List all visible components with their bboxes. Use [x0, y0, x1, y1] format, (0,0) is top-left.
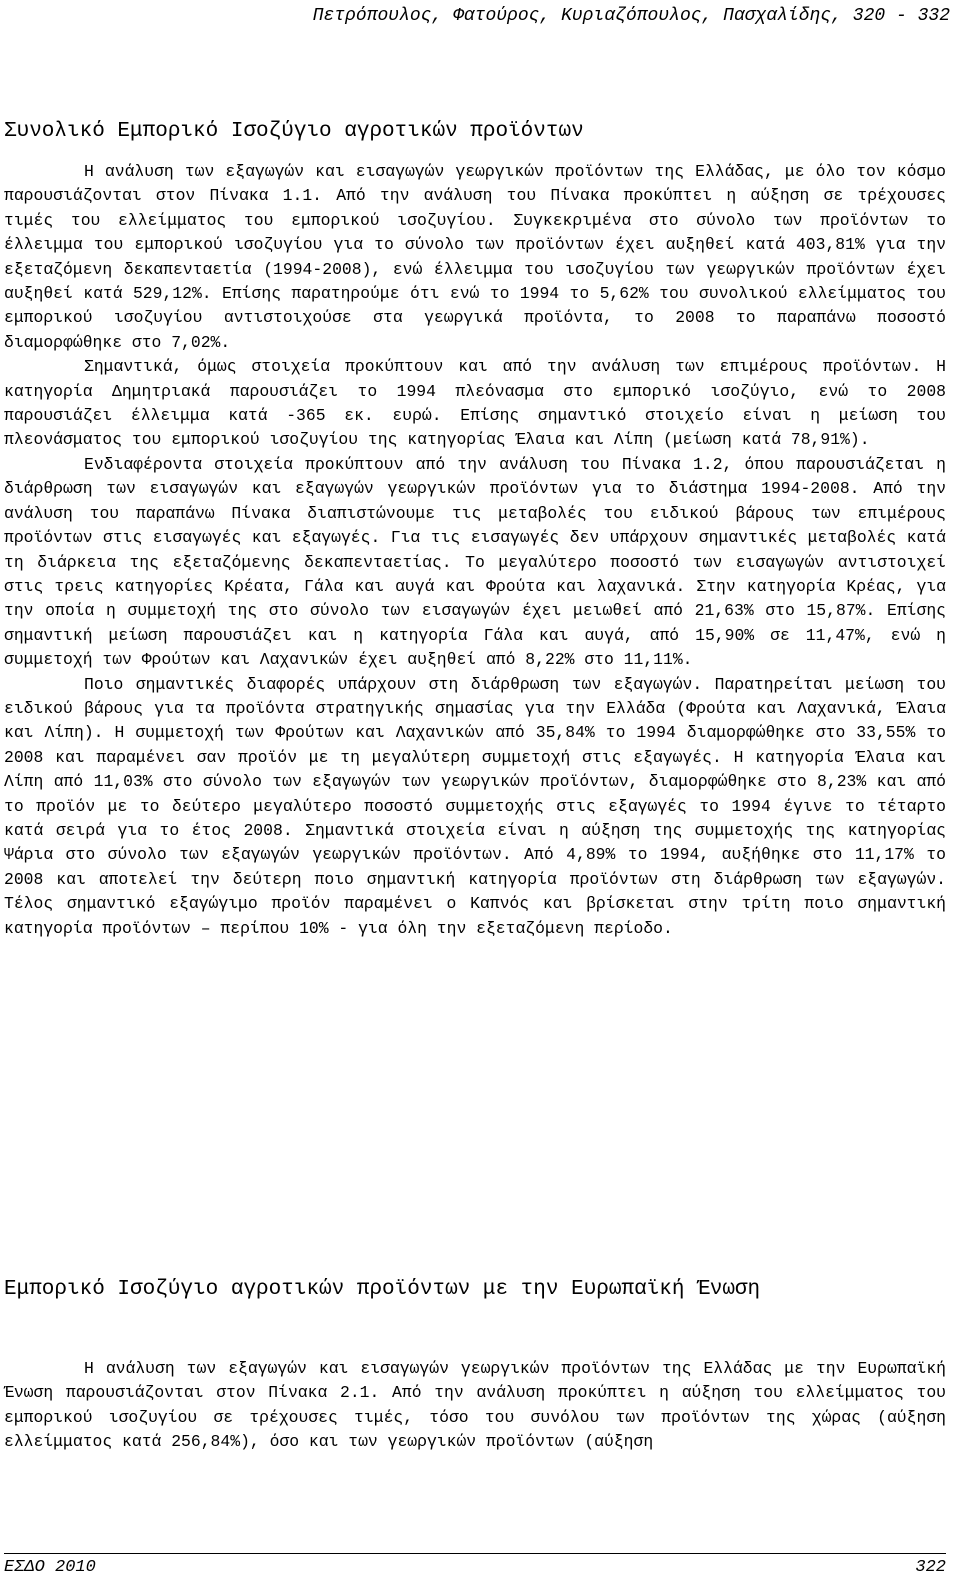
page-number: 322: [915, 1558, 946, 1577]
running-header: Πετρόπουλος, Φατούρος, Κυριαζόπουλος, Πασχαλίδης, 320 - 332: [312, 6, 950, 26]
footer-divider: [4, 1553, 946, 1554]
section-body-total-trade-balance: [4, 160, 946, 941]
page-footer: [4, 1558, 946, 1577]
paragraph: Η ανάλυση των εξαγωγών και εισαγωγών γεωργικών προϊόντων της Ελλάδας, με όλο τον κόσμο παρουσιάζονται στον Πίνακα 1.1. Από την ανάλυση του Πίνακα προκύπτει η αύξηση σε τρέχουσες τιμές του ελλείμματος του εμπορικού ισοζυγίου. Συγκεκριμένα στο σύνολο των προϊόντων το έλλειμμα του εμπορικού ισοζυγίου για το σύνολο των προϊόντων έχει αυξηθεί κατά 403,81% για την εξεταζόμενη δεκαπενταετία (1994-2008), ενώ έλλειμμα του ισοζυγίου των γεωργικών προϊόντων έχει αυξηθεί κατά 529,12%. Επίσης παρατηρούμε ότι ενώ το 1994 το 5,62% του συνολικού ελλείμματος του εμπορικού ισοζυγίου αντιστοιχούσε στα γεωργικά προϊόντα, το 2008 το παραπάνω ποσοστό διαμορφώθηκε στο 7,02%.: [4, 162, 946, 352]
section-body-eu-trade-balance: [4, 1357, 946, 1455]
paragraph: Η ανάλυση των εξαγωγών και εισαγωγών γεωργικών προϊόντων της Ελλάδας με την Ευρωπαϊκή Ένωση παρουσιάζονται στον Πίνακα 2.1. Από την ανάλυση προκύπτει η αύξηση του ελλείμματος του εμπορικού ισοζυγίου σε τρέχουσες τιμές, τόσο του συνόλου των προϊόντων της χώρας (αύξηση ελλείμματος κατά 256,84%), όσο και των γεωργικών προϊόντων (αύξηση: [4, 1359, 946, 1452]
journal-name: ΕΣΔΟ 2010: [4, 1558, 96, 1577]
section-title-eu-trade-balance: Εμπορικό Ισοζύγιο αγροτικών προϊόντων με την Ευρωπαϊκή Ένωση: [4, 1278, 761, 1301]
paragraph: Σημαντικά, όμως στοιχεία προκύπτουν και από την ανάλυση των επιμέρους προϊόντων. Η κατηγορία Δημητριακά παρουσιάζει το 1994 πλεόνασμα στο εμπορικό ισοζύγιο, ενώ το 2008 παρουσιάζει έλλειμμα κατά -365 εκ. ευρώ. Επίσης σημαντικό στοιχείο είναι η μείωση του πλεονάσματος του εμπορικού ισοζυγίου της κατηγορίας Έλαια και Λίπη (μείωση κατά 78,91%).: [4, 357, 946, 450]
section-title-total-trade-balance: Συνολικό Εμπορικό Ισοζύγιο αγροτικών προϊόντων: [4, 120, 584, 143]
paragraph: Ποιο σημαντικές διαφορές υπάρχουν στη διάρθρωση των εξαγωγών. Παρατηρείται μείωση του ειδικού βάρους για τα προϊόντα στρατηγικής σημασίας για την Ελλάδα (Φρούτα και Λαχανικά, Έλαια και Λίπη). Η συμμετοχή των Φρούτων και Λαχανικών από 35,84% το 1994 διαμορφώθηκε στο 33,55% το 2008 και παραμένει σαν προϊόν με τη μεγαλύτερη συμμετοχή στις εξαγωγές. Η κατηγορία Έλαια και Λίπη από 11,03% στο σύνολο των εξαγωγών των γεωργικών προϊόντων, διαμορφώθηκε στο 8,23% και από το προϊόν με το δεύτερο μεγαλύτερο ποσοστό συμμετοχής στις εξαγωγές το 1994 έγινε το τέταρτο κατά σειρά για το έτος 2008. Σημαντικά στοιχεία είναι η αύξηση της συμμετοχής της κατηγορίας Ψάρια στο σύνολο των εξαγωγών γεωργικών προϊόντων. Από 4,89% το 1994, αυξήθηκε στο 11,17% το 2008 και αποτελεί την δεύτερη ποιο σημαντική κατηγορία προϊόντων στη διάρθρωση των εξαγωγών. Τέλος σημαντικό εξαγώγιμο προϊόν παραμένει ο Καπνός και βρίσκεται στην τρίτη ποιο σημαντική κατηγορία προϊόντων – περίπου 10% - για όλη την εξεταζόμενη περίοδο.: [4, 674, 946, 938]
paragraph: Ενδιαφέροντα στοιχεία προκύπτουν από την ανάλυση του Πίνακα 1.2, όπου παρουσιάζεται η διάρθρωση των εισαγωγών και εξαγωγών γεωργικών προϊόντων για το διάστημα 1994-2008. Από την ανάλυση του παραπάνω Πίνακα διαπιστώνουμε τις μεταβολές του ειδικού βάρους των επιμέρους προϊόντων στις εισαγωγές και εξαγωγές. Για τις εισαγωγές δεν υπάρχουν σημαντικές μεταβολές κατά τη διάρκεια της εξεταζόμενης δεκαπενταετίας. Το μεγαλύτερο ποσοστό των εισαγωγών αντιστοιχεί στις τρεις κατηγορίες Κρέατα, Γάλα και αυγά και Φρούτα και λαχανικά. Στην κατηγορία Κρέας, για την οποία η συμμετοχή της στο σύνολο των εισαγωγών έχει μειωθεί από 21,63% στο 15,87%. Επίσης σημαντική μείωση παρουσιάζει και η κατηγορία Γάλα και αυγά, από 15,90% σε 11,47%, ενώ η συμμετοχή των Φρούτων και Λαχανικών έχει αυξηθεί από 8,22% στο 11,11%.: [4, 454, 946, 670]
